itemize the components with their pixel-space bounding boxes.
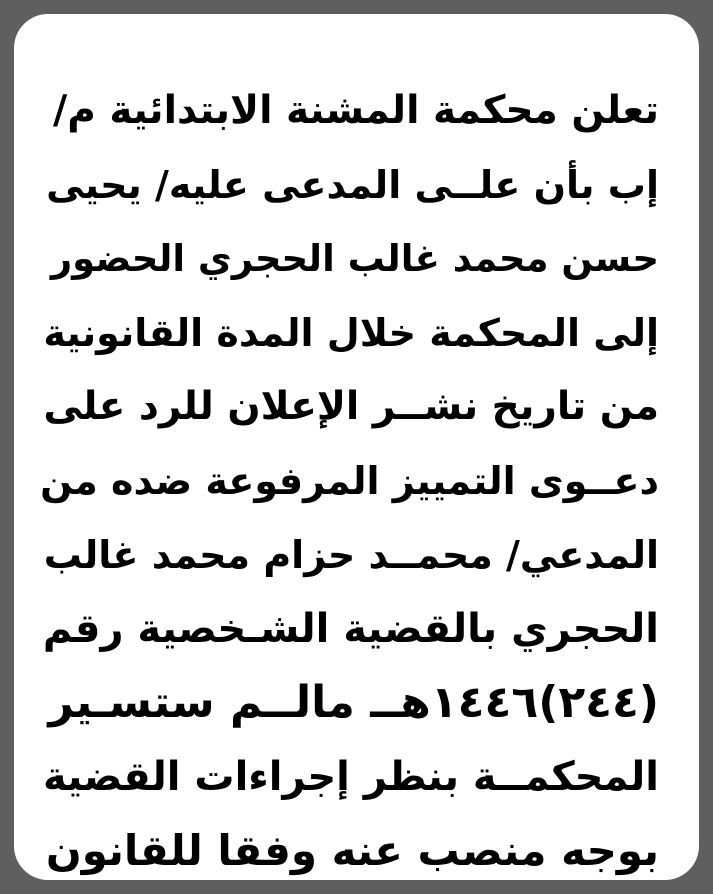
- notice-line: إلى المحكمة خلال المدة القانونية: [43, 311, 659, 355]
- notice-line: إب بأن علــى المدعى عليه/ يحيى: [46, 163, 659, 207]
- notice-line: تعلن محكمة المشنة الابتدائية م/: [52, 88, 659, 133]
- notice-line: بوجه منصب عنه وفقا للقانون: [45, 826, 659, 875]
- notice-body: [39, 74, 659, 888]
- notice-line: الحجري بالقضية الشـخصية رقم: [42, 606, 659, 652]
- notice-card: [14, 14, 699, 880]
- notice-line: من تاريخ نشــر الإعلان للرد على: [43, 384, 659, 429]
- notice-line: (٢٤٤)١٤٤٦هــ مالــم ستسـير: [48, 677, 659, 728]
- notice-line: حسن محمد غالب الحجري الحضور: [50, 237, 659, 280]
- notice-line: دعــوى التمييز المرفوعة ضده من: [40, 459, 659, 503]
- notice-line: المدعي/ محمــد حزام محمد غالب: [43, 533, 659, 577]
- notice-line: المحكمــة بنظر إجراءات القضية: [42, 754, 659, 800]
